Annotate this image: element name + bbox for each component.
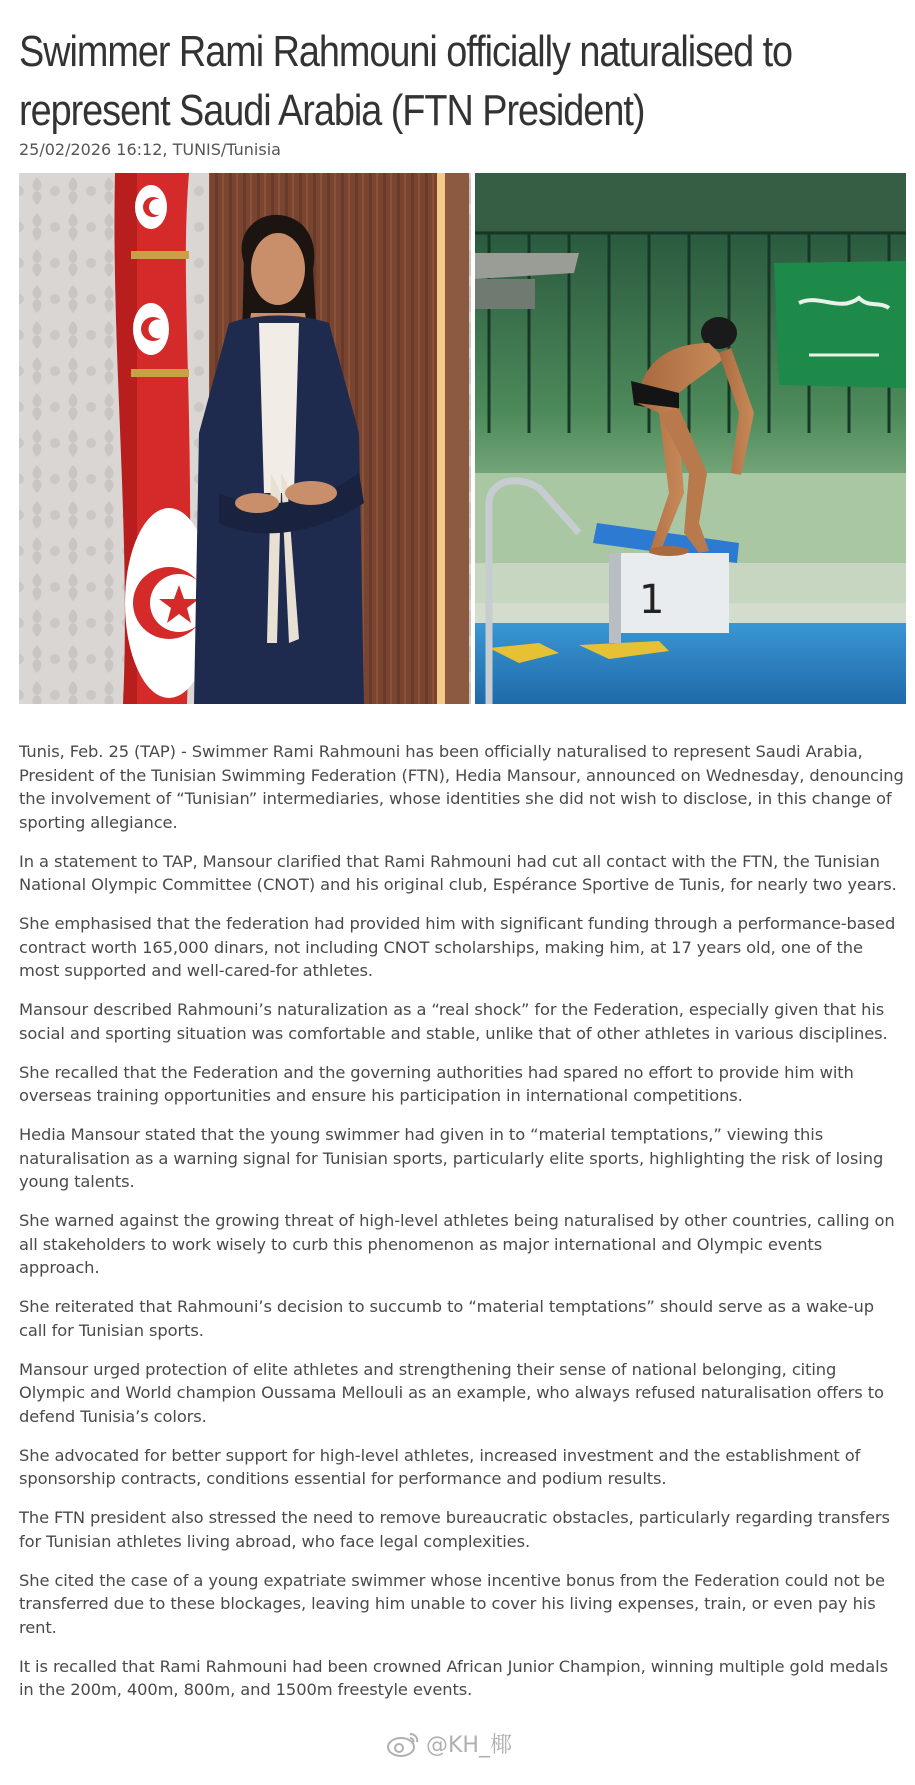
article-body bbox=[19, 740, 906, 1717]
article bbox=[19, 0, 906, 1699]
article-paragraph: She warned against the growing threat of high-level athletes being naturalised by other countries, calling on all stakeholders to work wisely to curb this phenomenon as major international and Olympic events approach. bbox=[19, 1211, 895, 1277]
article-title: Swimmer Rami Rahmouni officially naturalised to represent Saudi Arabia (FTN President) bbox=[19, 27, 793, 135]
article-paragraph: She emphasised that the federation had provided him with significant funding through a performance-based contract worth 165,000 dinars, not including CNOT scholarships, making him, at 17 years old, one of the most supported and well-cared-for athletes. bbox=[19, 914, 896, 980]
article-paragraph: Hedia Mansour stated that the young swimmer had given in to “material temptations,” viewing this naturalisation as a warning signal for Tunisian sports, particularly elite sports, highlighting the risk of losing young talents. bbox=[19, 1125, 884, 1191]
article-paragraph: Tunis, Feb. 25 (TAP) - Swimmer Rami Rahmouni has been officially naturalised to represent Saudi Arabia, President of the Tunisian Swimming Federation (FTN), Hedia Mansour, announced on Wednesday, denouncing the involvement of “Tunisian” intermediaries, whose identities she did not wish to disclose, in this change of sporting allegiance. bbox=[19, 742, 904, 832]
weibo-icon bbox=[386, 1730, 420, 1758]
right-photo-panel bbox=[475, 173, 906, 704]
watermark bbox=[386, 1728, 512, 1759]
starting-block bbox=[593, 523, 739, 643]
block-number: 1 bbox=[639, 577, 665, 623]
article-paragraph: She recalled that the Federation and the governing authorities had spared no effort to provide him with overseas training opportunities and ensure his participation in international competitions. bbox=[19, 1062, 854, 1105]
article-paragraph: Mansour urged protection of elite athletes and strengthening their sense of national belonging, citing Olympic and World champion Oussama Mellouli as an example, who always refused naturalisation offers to defend Tunisia’s colors. bbox=[19, 1359, 884, 1426]
article-paragraph: She reiterated that Rahmouni’s decision to succumb to “material temptations” should serve as a wake-up call for Tunisian sports. bbox=[19, 1297, 874, 1340]
saudi-flag-image bbox=[774, 261, 906, 388]
article-paragraph: In a statement to TAP, Mansour clarified that Rami Rahmouni had cut all contact with the FTN, the Tunisian National Olympic Committee (CNOT) and his original club, Espérance Sportive de Tunis, for nearly two years. bbox=[19, 851, 897, 894]
article-paragraph: The FTN president also stressed the need to remove bureaucratic obstacles, particularly regarding transfers for Tunisian athletes living abroad, who face legal complexities. bbox=[19, 1508, 890, 1551]
article-paragraph: It is recalled that Rami Rahmouni had been crowned African Junior Champion, winning multiple gold medals in the 200m, 400m, 800m, and 1500m freestyle events. bbox=[19, 1656, 888, 1699]
article-paragraph: She cited the case of a young expatriate swimmer whose incentive bonus from the Federation could not be transferred due to these blockages, leaving him unable to cover his living expenses, train, or even pay his rent. bbox=[19, 1570, 885, 1637]
left-photo-panel bbox=[19, 173, 471, 704]
article-paragraph: Mansour described Rahmouni’s naturalization as a “real shock” for the Federation, especially given that his social and sporting situation was comfortable and stable, unlike that of other athletes in various disciplines. bbox=[19, 1000, 888, 1043]
watermark-handle: @KH_椰 bbox=[426, 1733, 512, 1758]
article-photo bbox=[19, 173, 906, 704]
article-dateline: 25/02/2026 16:12, TUNIS/Tunisia bbox=[19, 140, 281, 159]
article-paragraph: She advocated for better support for high-level athletes, increased investment and the establishment of sponsorship contracts, conditions essential for performance and podium results. bbox=[19, 1445, 861, 1488]
